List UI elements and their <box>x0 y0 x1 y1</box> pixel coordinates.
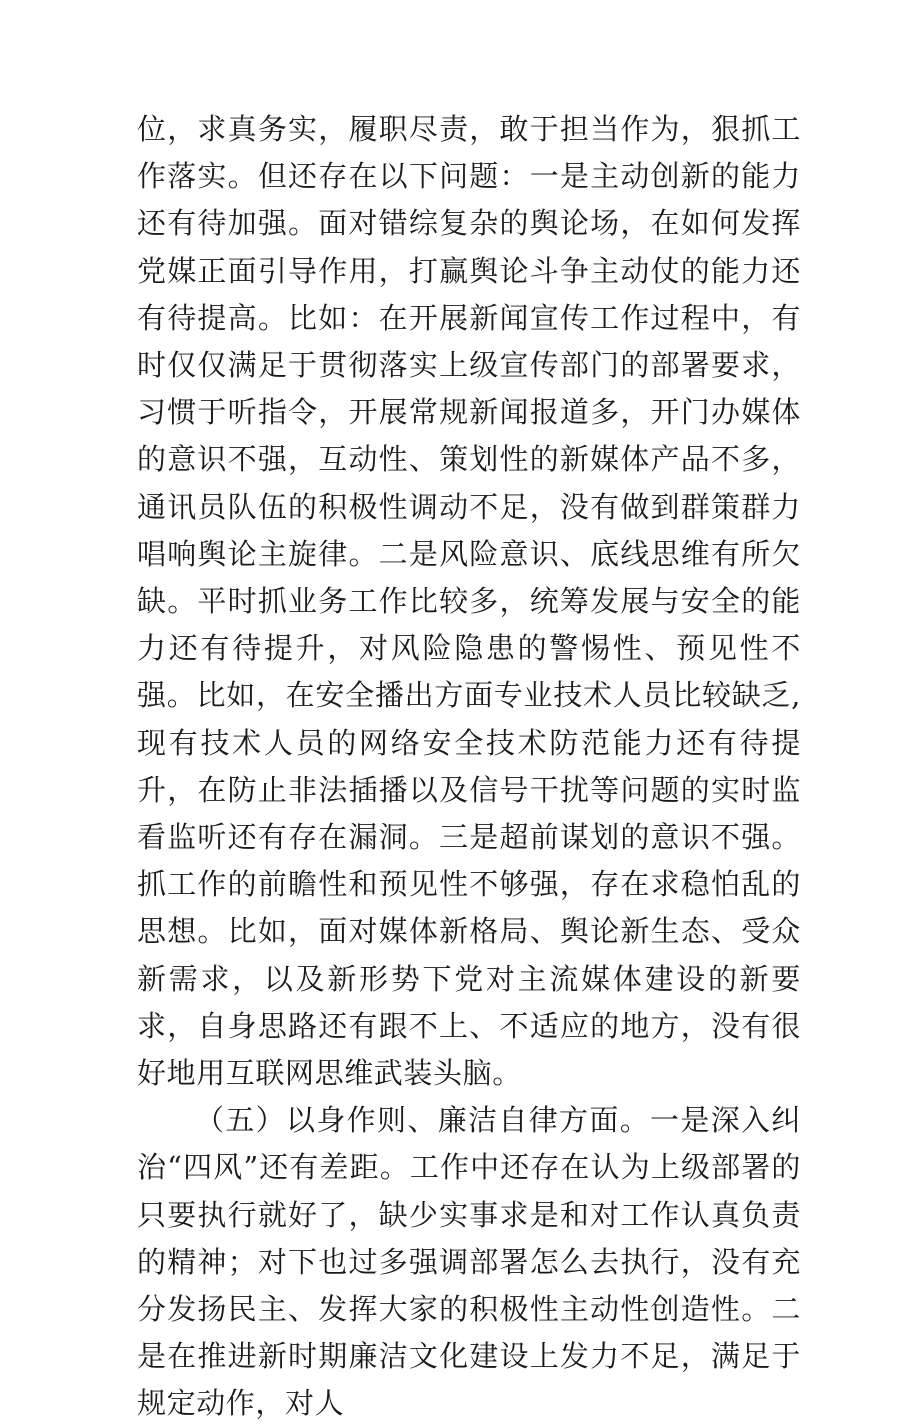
paragraph-integrity: （五）以身作则、廉洁自律方面。一是深入纠治“四风”还有差距。工作中还存在认为上级部署的只要执行就好了，缺少实事求是和对工作认真负责的精神；对下也过多强调部署怎么去执行，没有充分发扬民主、发挥大家的积极性主动性创造性。二是在推进新时期廉洁文化建设上发力不足，满足于规定动作，对人 <box>137 1103 801 1421</box>
document-body <box>137 106 801 1428</box>
paragraph-problems: 位，求真务实，履职尽责，敢于担当作为，狠抓工作落实。但还存在以下问题：一是主动创新的能力还有待加强。面对错综复杂的舆论场，在如何发挥党媒正面引导作用，打赢舆论斗争主动仗的能力还有待提高。比如：在开展新闻宣传工作过程中，有时仅仅满足于贯彻落实上级宣传部门的部署要求，习惯于听指令，开展常规新闻报道多，开门办媒体的意识不强，互动性、策划性的新媒体产品不多，通讯员队伍的积极性调动不足，没有做到群策群力唱响舆论主旋律。二是风险意识、底线思维有所欠缺。平时抓业务工作比较多，统筹发展与安全的能力还有待提升，对风险隐患的警惕性、预见性不强。比如，在安全播出方面专业技术人员比较缺乏,现有技术人员的网络安全技术防范能力还有待提升，在防止非法插播以及信号干扰等问题的实时监看监听还有存在漏洞。三是超前谋划的意识不强。抓工作的前瞻性和预见性不够强，存在求稳怕乱的思想。比如，面对媒体新格局、舆论新生态、受众新需求，以及新形势下党对主流媒体建设的新要求，自身思路还有跟不上、不适应的地方，没有很好地用互联网思维武装头脑。 <box>137 112 801 1091</box>
